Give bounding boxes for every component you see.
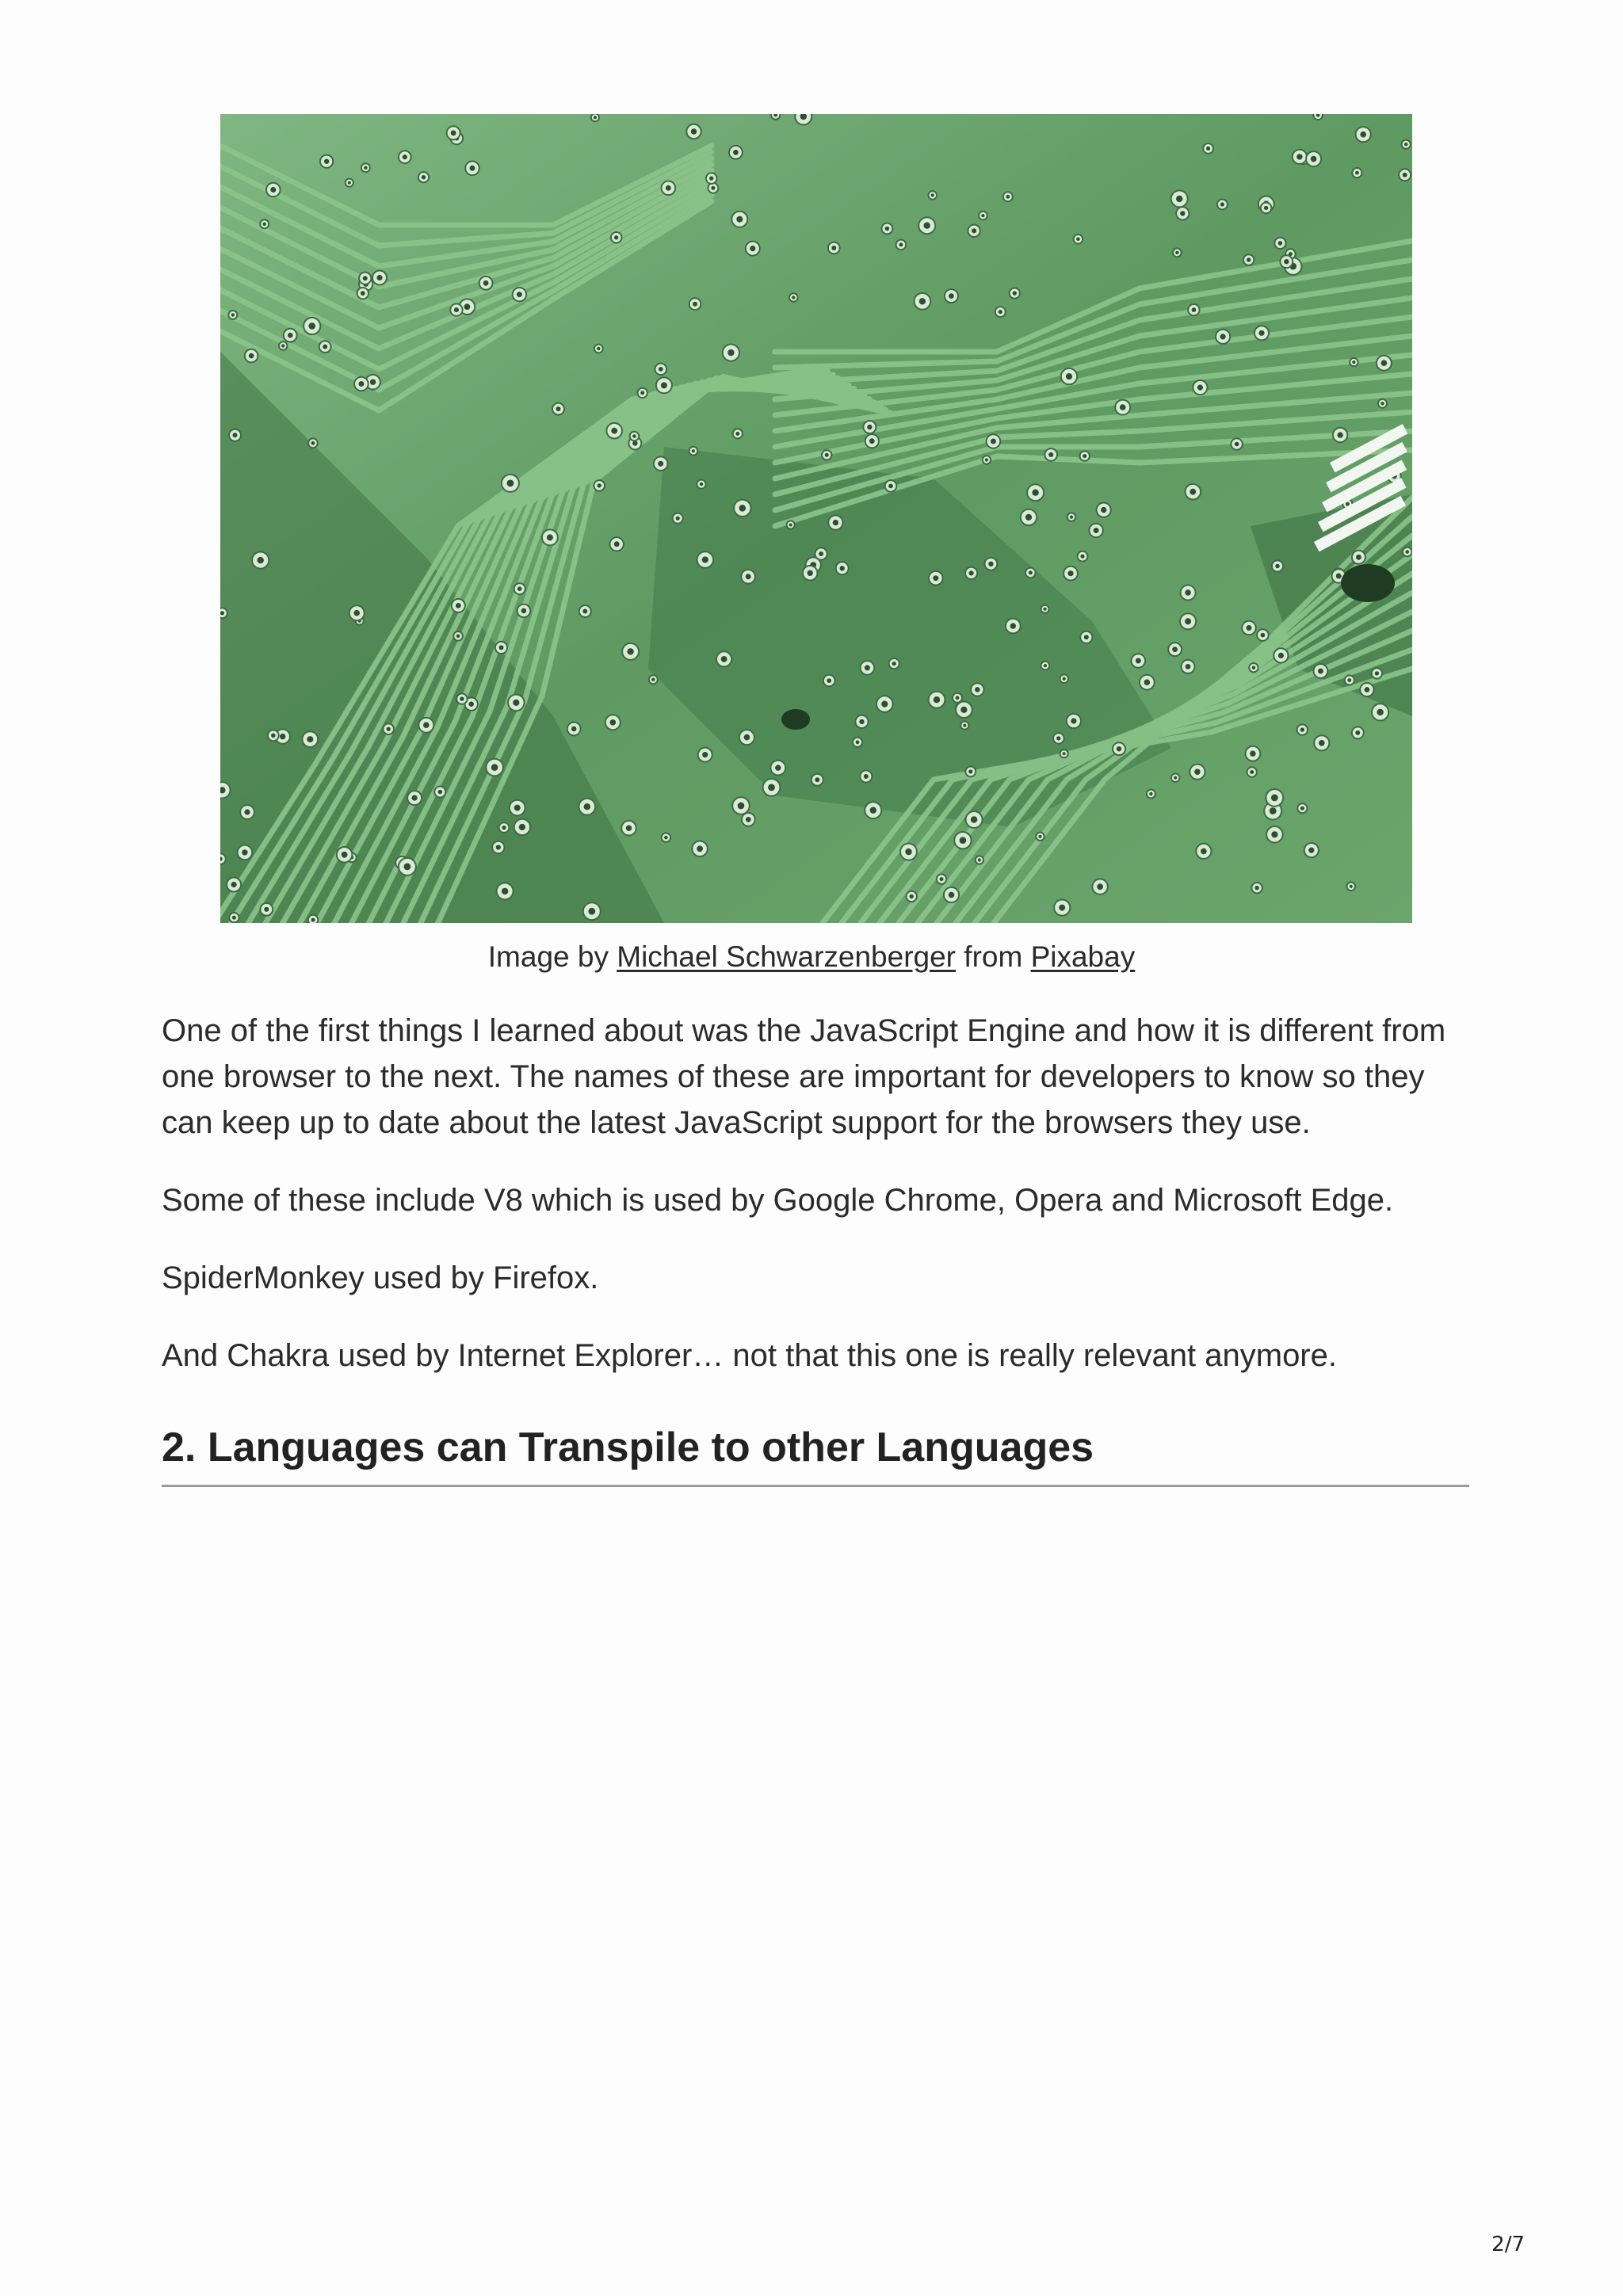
circuit-pad-hole [1377,709,1383,715]
circuit-pad-hole [1404,143,1407,146]
circuit-pad-hole [1097,883,1103,890]
circuit-pad-hole [819,551,823,556]
section-heading: 2. Languages can Transpile to other Languages [162,1421,1469,1487]
circuit-pad-hole [825,453,829,457]
circuit-pad-hole [1180,211,1185,215]
circuit-pad-hole [840,566,845,570]
circuit-pad-hole [513,700,519,706]
circuit-pad-hole [931,193,934,196]
circuit-pad-hole [249,353,254,359]
circuit-pad-hole [1038,835,1041,838]
circuit-pad-hole [658,461,663,467]
circuit-board-photo-icon [220,114,1412,923]
circuit-pad-hole [438,790,443,795]
circuit-pad-hole [502,826,506,830]
circuit-pad-hole [483,280,489,286]
circuit-pad-hole [856,740,860,744]
circuit-pad-hole [991,439,996,444]
circuit-pad-hole [242,849,247,855]
circuit-pad-hole [746,574,751,579]
circuit-pad-hole [738,803,745,810]
circuit-pad-hole [1406,550,1410,554]
circuit-pad-hole [1254,886,1258,890]
circuit-pad-hole [270,187,276,193]
circuit-pad-hole [1235,442,1239,447]
circuit-pad-hole [1318,669,1323,674]
circuit-pad-hole [1172,646,1178,652]
circuit-pad-hole [288,333,293,338]
circuit-pad-hole [514,805,521,811]
circuit-pad-hole [1381,360,1388,366]
circuit-pad-hole [1044,608,1047,611]
circuit-pad-hole [353,610,360,616]
circuit-pad-hole [661,382,667,388]
circuit-pad-hole [1175,251,1178,254]
circuit-pad-hole [1355,171,1359,175]
circuit-pad-hole [517,586,522,591]
circuit-pad-hole [691,128,697,134]
circuit-pad-hole [460,696,464,700]
circuit-pad-hole [972,228,976,233]
circuit-pad-hole [981,214,984,217]
circuit-pad-hole [502,888,508,894]
circuit-pad-hole [1347,678,1351,682]
circuit-pad-hole [693,302,697,307]
circuit-pad-hole [496,845,501,849]
circuit-pad-hole [988,562,993,566]
circuit-pad-hole [1356,555,1361,560]
circuit-pad-hole [361,291,365,296]
circuit-pad-hole [1300,807,1304,810]
paragraph-v8: Some of these include V8 which is used by Google Chrome, Opera and Microsoft Edge. [162,1183,1394,1218]
article-body [162,1008,1469,1487]
circuit-pad-hole [1067,570,1073,576]
circuit-pad-hole [1250,770,1254,774]
circuit-pad-hole [1220,202,1224,206]
circuit-pad-hole [1201,849,1207,855]
circuit-pad-hole [1006,195,1010,199]
circuit-pad-hole [736,216,743,223]
circuit-pad-hole [571,727,577,732]
image-caption [0,937,1623,977]
circuit-pad-hole [1350,885,1353,888]
circuit-pad-hole [746,817,751,822]
circuit-pad-hole [1071,718,1076,723]
circuit-pad-hole [363,276,368,280]
circuit-pad-hole [584,803,590,810]
circuit-pad-hole [324,159,329,164]
circuit-pad-hole [507,480,514,487]
circuit-pad-hole [464,303,471,310]
circuit-pad-hole [456,603,461,608]
circuit-pad-hole [864,774,869,779]
circuit-pad-hole [1136,658,1141,664]
circuit-pad-hole [1056,736,1060,740]
circuit-pad-hole [969,570,974,575]
circuit-pad-hole [233,433,238,437]
circuit-pad-hole [1120,404,1126,410]
circuit-pad-hole [919,298,926,304]
circuit-pad-hole [1311,156,1317,162]
circuit-pad-hole [1365,687,1370,692]
circuit-pad-hole [789,524,792,527]
circuit-pad-hole [454,307,459,312]
circuit-pad-hole [1337,432,1342,437]
circuit-pad-hole [1258,330,1264,336]
circuit-pad-hole [470,166,475,171]
circuit-pad-hole [281,344,285,347]
circuit-pad-hole [1190,489,1196,495]
circuit-pad-hole [1032,490,1038,496]
circuit-pad-hole [1271,831,1277,837]
circuit-pad-hole [1278,241,1283,246]
circuit-pad-hole [598,483,601,487]
circuit-pad-hole [280,734,285,739]
circuit-pad-hole [311,441,315,445]
circuit-pad-hole [1250,751,1255,757]
circuit-pad-hole [521,608,527,614]
circuit-pad-hole [1066,373,1072,379]
circuit-pad-hole [1149,792,1152,795]
circuit-pad-hole [664,836,668,840]
circuit-pad-hole [614,541,620,547]
circuit-pad-hole [1185,589,1191,596]
circuit-pad-hole [985,458,988,461]
circuit-pad-hole [831,246,836,250]
circuit-pad-hole [727,349,734,356]
circuit-pad-hole [1247,257,1251,261]
circuit-pad-hole [1284,259,1289,264]
circuit-pad-hole [870,807,876,814]
circuit-pad-hole [697,845,703,852]
circuit-pad-hole [1185,618,1191,624]
circuit-pad-hole [827,678,831,683]
circuit-pad-hole [1296,154,1302,159]
circuit-pad-hole [739,505,747,512]
caption-middle: from [964,940,1023,973]
circuit-pad-hole [308,322,315,330]
circuit-pad-hole [792,296,795,299]
circuit-pad-hole [1083,454,1086,458]
circuit-pad-hole [632,441,637,445]
circuit-pad-hole [1220,334,1226,339]
circuit-pad-hole [626,826,632,831]
circuit-pad-hole [640,391,644,395]
circuit-pad-hole [956,696,960,700]
circuit-pad-hole [422,175,426,179]
circuit-pad-hole [815,777,819,782]
circuit-pad-hole [659,367,663,372]
circuit-pad-hole [610,719,617,726]
circuit-pad-hole [892,662,896,666]
circuit-pad-hole [768,784,775,791]
circuit-pad-hole [1252,666,1256,669]
circuit-pad-hole [597,347,600,350]
circuit-pad-hole [775,765,781,770]
circuit-pad-hole [627,648,633,654]
circuit-pad-hole [1063,752,1066,755]
circuit-pad-hole [709,176,713,180]
paragraph-js-engine: One of the first things I learned about was the JavaScript Engine and how it is different from one browser to the next. The names of these are important for developers to know so they can keep up to date about the latest JavaScript support for the browsers they use. [162,1013,1446,1140]
circuit-pad-hole [387,727,391,731]
circuit-pad-hole [885,227,890,231]
circuit-pad-hole [744,734,750,741]
paragraph-spidermonkey: SpiderMonkey used by Firefox. [162,1261,599,1295]
circuit-pad-hole [865,665,870,670]
circuit-pad-hole [1094,528,1099,533]
circuit-pad-hole [1355,730,1360,735]
circuit-pad-hole [423,722,430,728]
circuit-pad-hole [1197,385,1203,391]
circuit-pad-hole [702,752,708,757]
circuit-pad-hole [1044,664,1047,667]
circuit-pad-hole [733,150,739,155]
circuit-pad-hole [307,736,313,742]
circuit-pad-hole [1194,769,1201,775]
circuit-pad-hole [1346,502,1350,506]
circuit-pad-hole [1070,516,1073,519]
circuit-pad-hole [949,892,955,898]
circuit-pad-hole [1059,905,1065,911]
circuit-pad-hole [833,520,838,525]
circuit-pad-hole [702,556,708,563]
circuit-pad-hole [1176,196,1182,202]
circuit-pad-hole [1076,238,1080,242]
circuit-pad-hole [1144,679,1151,685]
circuit-pad-hole [735,432,739,436]
circuit-pad-hole [651,678,655,681]
circuit-pad-hole [1308,848,1314,853]
caption-prefix: Image by [487,940,609,973]
circuit-pad-hole [412,795,418,801]
circuit-pad-hole [594,116,597,119]
circuit-pad-hole [1278,653,1284,658]
circuit-pad-hole [978,858,981,861]
circuit-pad-hole [611,428,617,434]
circuit-pad-hole [934,696,940,703]
circuit-pad-hole [975,687,980,692]
circuit-pad-hole [244,809,250,814]
circuit-pad-hole [264,907,269,912]
circuit-pad-hole [1101,507,1106,513]
circuit-pad-hole [960,837,967,844]
circuit-pad-hole [1174,776,1177,780]
circuit-pad-hole [491,764,498,771]
circuit-pad-hole [750,246,755,251]
circuit-pad-hole [1264,206,1268,210]
circuit-pad-hole [869,438,875,444]
circuit-pad-hole [905,849,911,855]
circuit-pad-hole [499,645,504,650]
circuit-pad-hole [1247,625,1252,631]
circuit-pad-hole [1080,555,1084,559]
circuit-pad-hole [1270,807,1277,814]
circuit-pad-hole [403,154,407,159]
circuit-pad-hole [263,223,266,226]
circuit-board-image [220,114,1412,923]
circuit-pad-hole [910,894,914,898]
circuit-pad-hole [614,235,618,239]
circuit-pad-hole [1063,677,1066,681]
circuit-pad-hole [924,223,930,229]
circuit-pad-hole [963,724,966,727]
circuit-pad-hole [1261,633,1266,638]
circuit-pad-hole [220,611,224,615]
circuit-pad-hole [348,181,351,185]
circuit-pad-hole [1360,132,1366,138]
circuit-pad-hole [666,185,671,191]
circuit-pad-hole [999,310,1002,314]
circuit-pad-hole [632,434,636,438]
circuit-pad-hole [404,864,411,871]
circuit-pad-hole [1013,291,1017,295]
circuit-pad-hole [231,882,237,887]
circuit-pad-hole [1319,740,1325,746]
circuit-pad-hole [949,293,954,299]
circuit-pad-hole [342,852,348,858]
circuit-pad-hole [311,918,315,922]
circuit-pad-hole [232,916,236,920]
circuit-pad-hole [899,242,903,246]
circuit-pad-hole [588,908,595,915]
source-link[interactable]: Pixabay [1030,940,1136,973]
circuit-pad-hole [556,406,561,411]
author-link[interactable]: Michael Schwarzenberger [617,940,957,973]
circuit-pad-hole [358,381,364,387]
circuit-pad-hole [808,570,813,576]
circuit-pad-hole [468,701,474,707]
circuit-pad-hole [881,701,888,707]
circuit-pad-hole [1084,635,1089,639]
circuit-pad-hole [451,130,456,135]
circuit-pad-hole [1025,514,1032,521]
circuit-pad-hole [867,425,872,429]
circuit-pad-hole [1010,623,1016,628]
circuit-pad-hole [547,534,553,540]
circuit-pad-hole [1048,452,1053,457]
circuit-pad-hole [933,575,938,581]
circuit-pad-hole [859,719,864,724]
circuit-pad-hole [1029,570,1033,574]
circuit-pad-hole [1117,746,1121,751]
circuit-pad-hole [1403,173,1407,177]
circuit-pad-hole [456,635,460,639]
circuit-pad-hole [1192,307,1197,312]
circuit-pad-hole [582,609,587,614]
circuit-pad-hole [364,166,367,170]
circuit-pad-hole [960,707,967,713]
circuit-pad-hole [370,379,376,385]
page-number: 2/7 [1491,2233,1525,2256]
circuit-pad-hole [721,656,727,662]
circuit-pad-hole [888,484,893,489]
circuit-pad-hole [676,517,680,521]
circuit-pad-hole [376,275,382,280]
circuit-pad-hole [1381,402,1384,405]
circuit-pad-hole [1375,671,1379,675]
circuit-pad-hole [1186,664,1191,669]
circuit-pad-hole [1336,574,1342,579]
circuit-pad-hole [940,877,944,881]
circuit-pad-hole [700,482,703,486]
circuit-pad-hole [1206,147,1210,151]
circuit-pad-hole [1300,727,1304,731]
circuit-pad-hole [692,449,695,452]
circuit-pad-hole [971,816,977,822]
circuit-pad-hole [323,345,327,349]
circuit-pad-hole [1275,564,1280,569]
circuit-pad-hole [519,824,525,830]
circuit-pad-hole [258,557,264,563]
circuit-pad-hole [1352,360,1355,364]
circuit-pad-hole [1271,795,1278,802]
paragraph-chakra: And Chakra used by Internet Explorer… not that this one is really relevant anymore. [162,1338,1337,1373]
circuit-pad-hole [711,186,715,190]
circuit-pad-hole [271,734,276,738]
circuit-pad-hole [968,769,972,773]
circuit-pad-hole [231,313,235,316]
circuit-pad-hole [517,292,522,297]
